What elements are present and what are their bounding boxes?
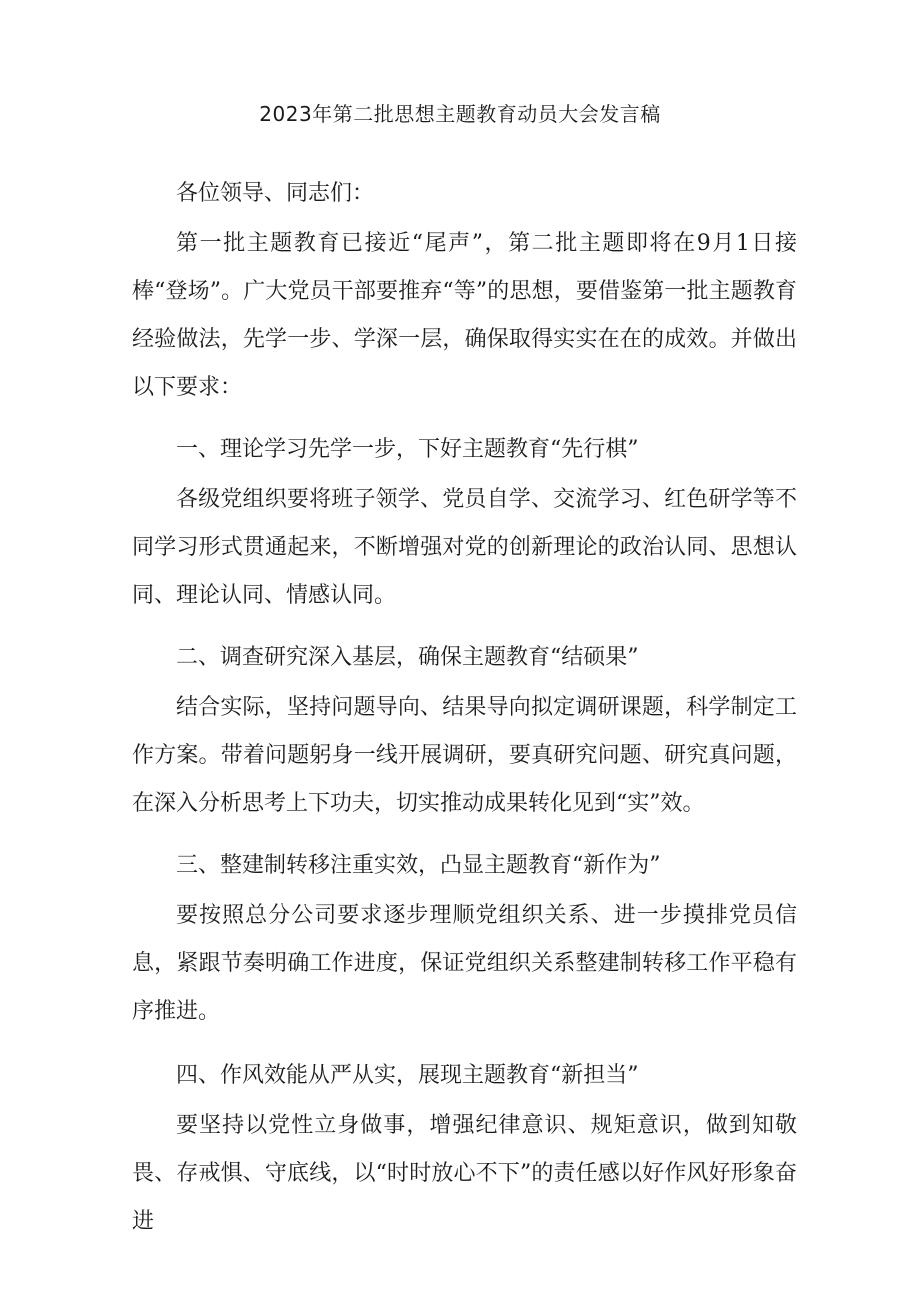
- document-body: [132, 170, 797, 1260]
- section-4-text: 要坚持以党性立身做事，增强纪律意识、规矩意识，做到知敬畏、存戒惧、守底线，以“时时放心不下”的责任感以好作风好形象奋进: [132, 1113, 797, 1234]
- section-3-heading: 三、整建制转移注重实效，凸显主题教育“新作为”: [176, 853, 661, 878]
- section-3-text: 要按照总分公司要求逐步理顺党组织关系、进一步摸排党员信息，紧跟节奏明确工作进度，保证党组织关系整建制转移工作平稳有序推进。: [132, 903, 797, 1024]
- intro-paragraph: 第一批主题教育已接近“尾声”，第二批主题即将在9月1日接棒“登场”。广大党员干部要推弃“等”的思想，要借鉴第一批主题教育经验做法，先学一步、学深一层，确保取得实实在在的成效。并做出以下要求：: [132, 231, 797, 400]
- section-4-heading: 四、作风效能从严从实，展现主题教育“新担当”: [176, 1063, 639, 1088]
- section-1-text: 各级党组织要将班子领学、党员自学、交流学习、红色研学等不同学习形式贯通起来，不断增强对党的创新理论的政治认同、思想认同、理论认同、情感认同。: [132, 487, 797, 608]
- document-title: 2023年第二批思想主题教育动员大会发言稿: [259, 102, 661, 126]
- salutation: 各位领导、同志们：: [176, 181, 375, 206]
- section-2-text: 结合实际，坚持问题导向、结果导向拟定调研课题，科学制定工作方案。带着问题躬身一线开展调研，要真研究问题、研究真问题，在深入分析思考上下功夫，切实推动成果转化见到“实”效。: [132, 695, 797, 816]
- section-2-heading: 二、调查研究深入基层，确保主题教育“结硕果”: [176, 645, 639, 670]
- section-1-heading: 一、理论学习先学一步，下好主题教育“先行棋”: [176, 437, 639, 462]
